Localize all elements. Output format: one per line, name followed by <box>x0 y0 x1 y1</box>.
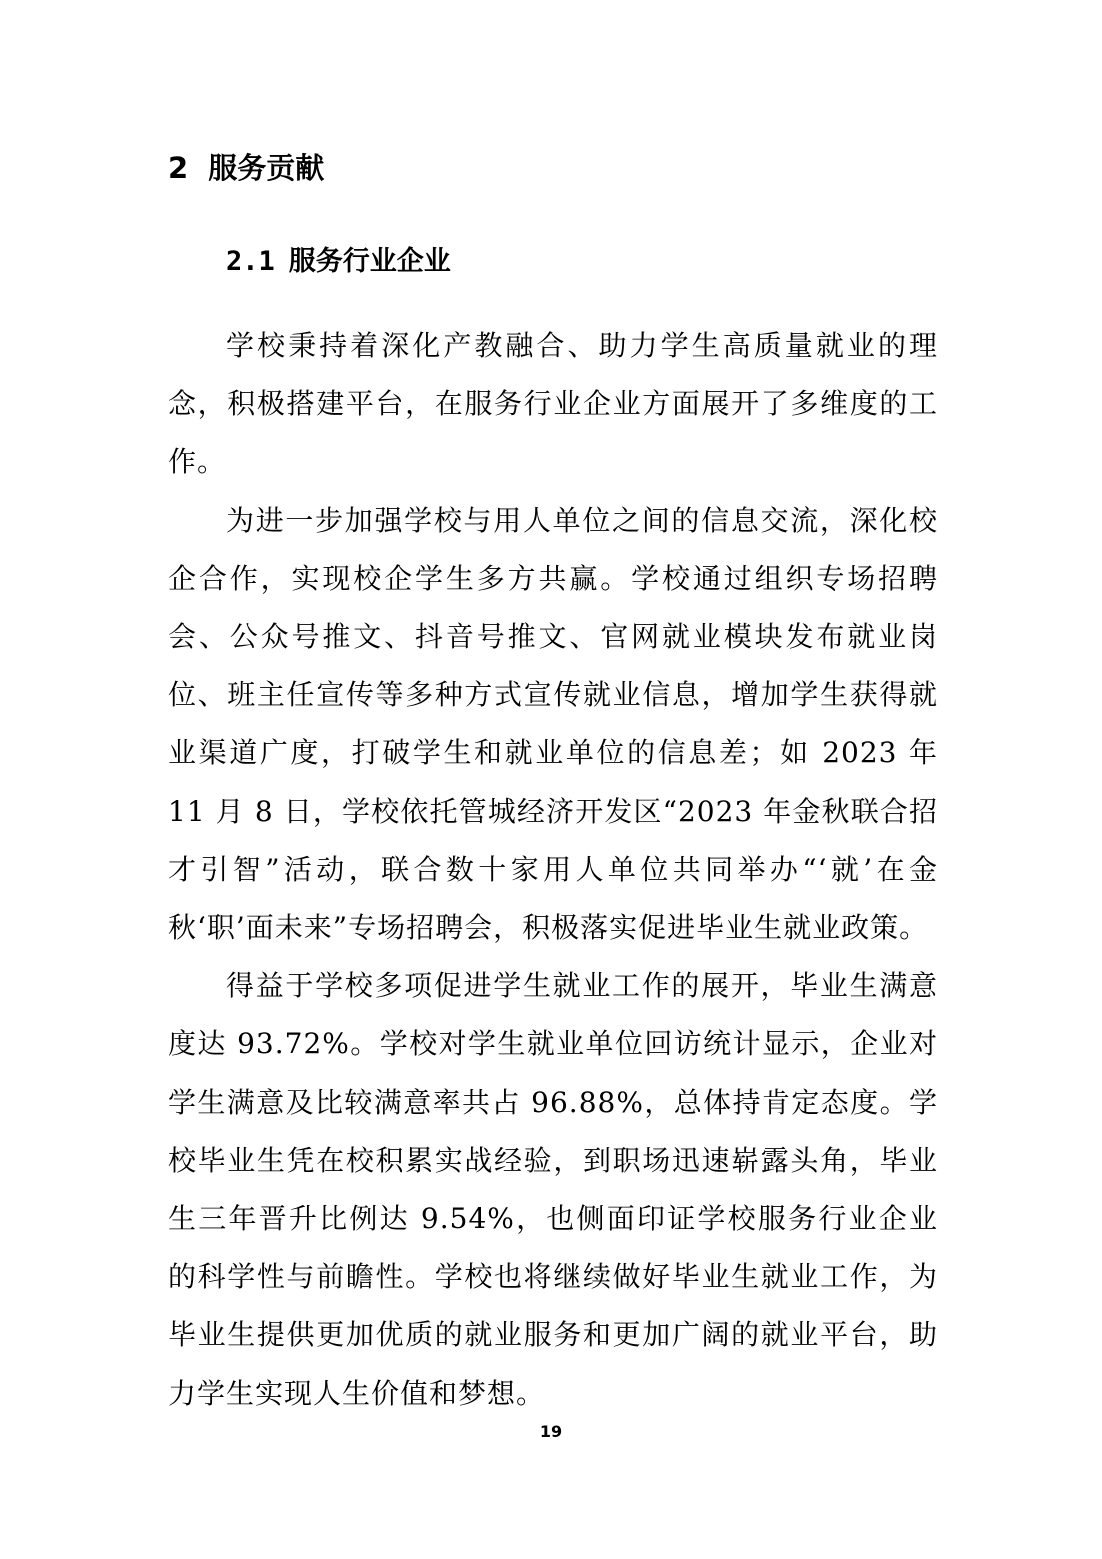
section-title: 服务贡献 <box>208 151 325 185</box>
subsection-title: 服务行业企业 <box>288 246 451 277</box>
section-number: 2 <box>168 151 189 185</box>
page-number: 19 <box>539 1422 563 1441</box>
subsection-number: 2.1 <box>226 246 275 277</box>
body-text <box>168 317 938 1423</box>
paragraph-satisfaction: 得益于学校多项促进学生就业工作的展开，毕业生满意度达 93.72%。学校对学生就业单位回访统计显示，企业对学生满意及比较满意率共占 96.88%，总体持肯定态度。学校毕业生凭在校积累实战经验，到职场迅速崭露头角，毕业生三年晋升比例达 9.54%，也侧面印证学校服务行业企业的科学性与前瞻性。学校也将继续做好毕业生就业工作，为毕业生提供更加优质的就业服务和更加广阔的就业平台，助力学生实现人生价值和梦想。 <box>168 969 938 1410</box>
section-heading <box>168 146 324 190</box>
paragraph-recruitment: 为进一步加强学校与用人单位之间的信息交流，深化校企合作，实现校企学生多方共赢。学校通过组织专场招聘会、公众号推文、抖音号推文、官网就业模块发布就业岗位、班主任宣传等多种方式宣传就业信息，增加学生获得就业渠道广度，打破学生和就业单位的信息差；如 2023 年 11 月 8 日，学校依托管城经济开发区“2023 年金秋联合招才引智”活动，联合数十家用人单位共同举办“‘就’在金秋‘职’面未来”专场招聘会，积极落实促进毕业生就业政策。 <box>168 503 938 945</box>
paragraph-intro: 学校秉持着深化产教融合、助力学生高质量就业的理念，积极搭建平台，在服务行业企业方面展开了多维度的工作。 <box>168 329 938 479</box>
subsection-heading <box>226 240 451 284</box>
